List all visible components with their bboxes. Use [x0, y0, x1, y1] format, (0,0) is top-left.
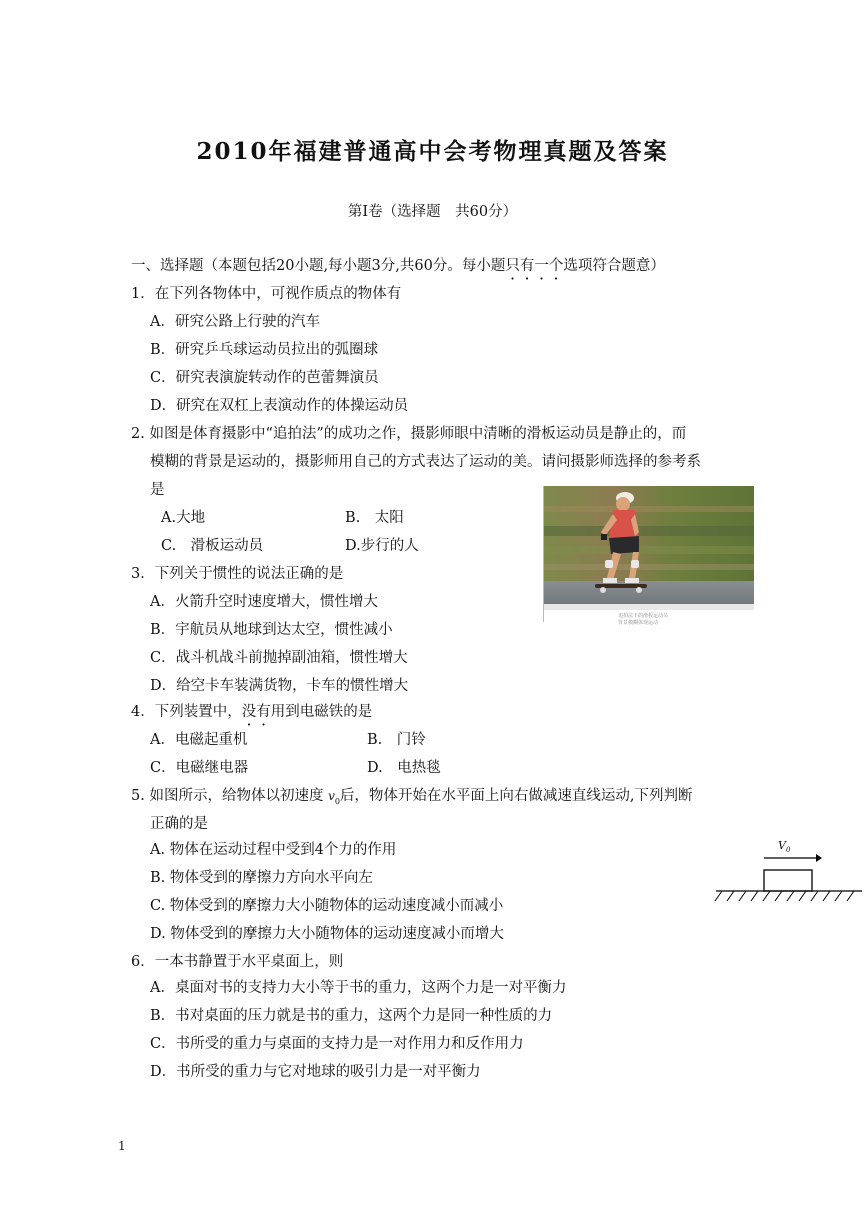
- question-3-option-c: C．战斗机战斗前抛掉副油箱，惯性增大: [150, 650, 408, 666]
- question-5-option-c: C. 物体受到的摩擦力大小随物体的运动速度减小而减小: [150, 898, 504, 914]
- question-1-option-c: C．研究表演旋转动作的芭蕾舞演员: [150, 370, 379, 386]
- question-4-option-d: D. 电热毯: [367, 760, 441, 776]
- question-5-option-b: B. 物体受到的摩擦力方向水平向左: [150, 870, 373, 886]
- question-2-stem-line2: 模糊的背景是运动的，摄影师用自己的方式表达了运动的美。请问摄影师选择的参考系: [150, 454, 701, 470]
- question-3-option-a: A．火箭升空时速度增大，惯性增大: [150, 594, 378, 610]
- emphasis-char: 有: [256, 704, 271, 720]
- emphasis-char: 没: [241, 704, 257, 720]
- question-1-option-b: B．研究乒乓球运动员拉出的弧圈球: [150, 342, 379, 358]
- question-3-option-d: D．给空卡车装满货物，卡车的惯性增大: [150, 678, 409, 694]
- block-diagram: [712, 838, 865, 908]
- question-1-option-a: A．研究公路上行驶的汽车: [150, 314, 320, 330]
- question-6-option-b: B．书对桌面的压力就是书的重力，这两个力是同一种性质的力: [150, 1008, 553, 1024]
- question-2-stem-line3: 是: [150, 482, 165, 498]
- question-4-option-c: C．电磁继电器: [150, 760, 249, 776]
- question-2-option-a: A.大地: [161, 510, 206, 526]
- question-2-option-d: D.步行的人: [345, 538, 419, 554]
- question-1-option-d: D．研究在双杠上表演动作的体操运动员: [150, 398, 409, 414]
- question-5-option-d: D. 物体受到的摩擦力大小随物体的运动速度减小而增大: [150, 926, 504, 942]
- emphasis-char: 一: [534, 258, 549, 274]
- emphasis-char: 有: [519, 258, 535, 274]
- photo-border: [543, 486, 544, 622]
- question-2-option-b: B. 太阳: [345, 510, 404, 526]
- question-5-option-a: A. 物体在运动过程中受到4个力的作用: [150, 842, 397, 858]
- photo-caption-line2: 背景模糊体现运动: [618, 620, 659, 626]
- question-4-stem: 4．下列装置中，没有用到电磁铁的是: [131, 704, 373, 720]
- question-4-option-a: A．电磁起重机: [150, 732, 248, 748]
- section-heading: 一、选择题（本题包括20小题,每小题3分,共60分。每小题只有一个选项符合题意）: [131, 258, 665, 274]
- velocity-symbol: v: [328, 789, 335, 803]
- emphasis-char: 只: [505, 258, 520, 274]
- question-6-option-d: D．书所受的重力与它对地球的吸引力是一对平衡力: [150, 1064, 481, 1080]
- question-5-stem-line1: 5. 如图所示，给物体以初速度 $v_0$后，物体开始在水平面上向右做减速直线运动,下列判断: [131, 788, 693, 806]
- question-3-stem: 3．下列关于惯性的说法正确的是: [131, 566, 344, 582]
- section-subtitle: 第Ⅰ卷（选择题 共60分）: [347, 204, 518, 220]
- skateboarder-photo: [543, 486, 754, 610]
- question-5-stem-line2: 正确的是: [150, 816, 208, 832]
- question-6-option-a: A．桌面对书的支持力大小等于书的重力，这两个力是一对平衡力: [150, 980, 567, 996]
- question-4-option-b: B. 门铃: [367, 732, 426, 748]
- velocity-subscript: 0: [334, 796, 340, 806]
- question-6-option-c: C．书所受的重力与桌面的支持力是一对作用力和反作用力: [150, 1036, 524, 1052]
- question-1-stem: 1．在下列各物体中，可视作质点的物体有: [131, 286, 402, 302]
- velocity-label: $V_0$: [778, 839, 791, 855]
- photo-caption: [618, 612, 668, 626]
- question-3-option-b: B．宇航员从地球到达太空，惯性减小: [150, 622, 393, 638]
- question-6-stem: 6．一本书静置于水平桌面上，则: [131, 954, 344, 970]
- emphasis-char: 个: [548, 258, 564, 274]
- question-2-option-c: C. 滑板运动员: [161, 538, 264, 554]
- photo-caption-line1: 追拍法下的滑板运动员: [618, 613, 669, 619]
- page-number: 1: [118, 1139, 126, 1153]
- question-2-stem-line1: 2. 如图是体育摄影中“追拍法”的成功之作，摄影师眼中清晰的滑板运动员是静止的，而: [131, 426, 687, 442]
- page-title: 2010年福建普通高中会考物理真题及答案: [196, 138, 669, 165]
